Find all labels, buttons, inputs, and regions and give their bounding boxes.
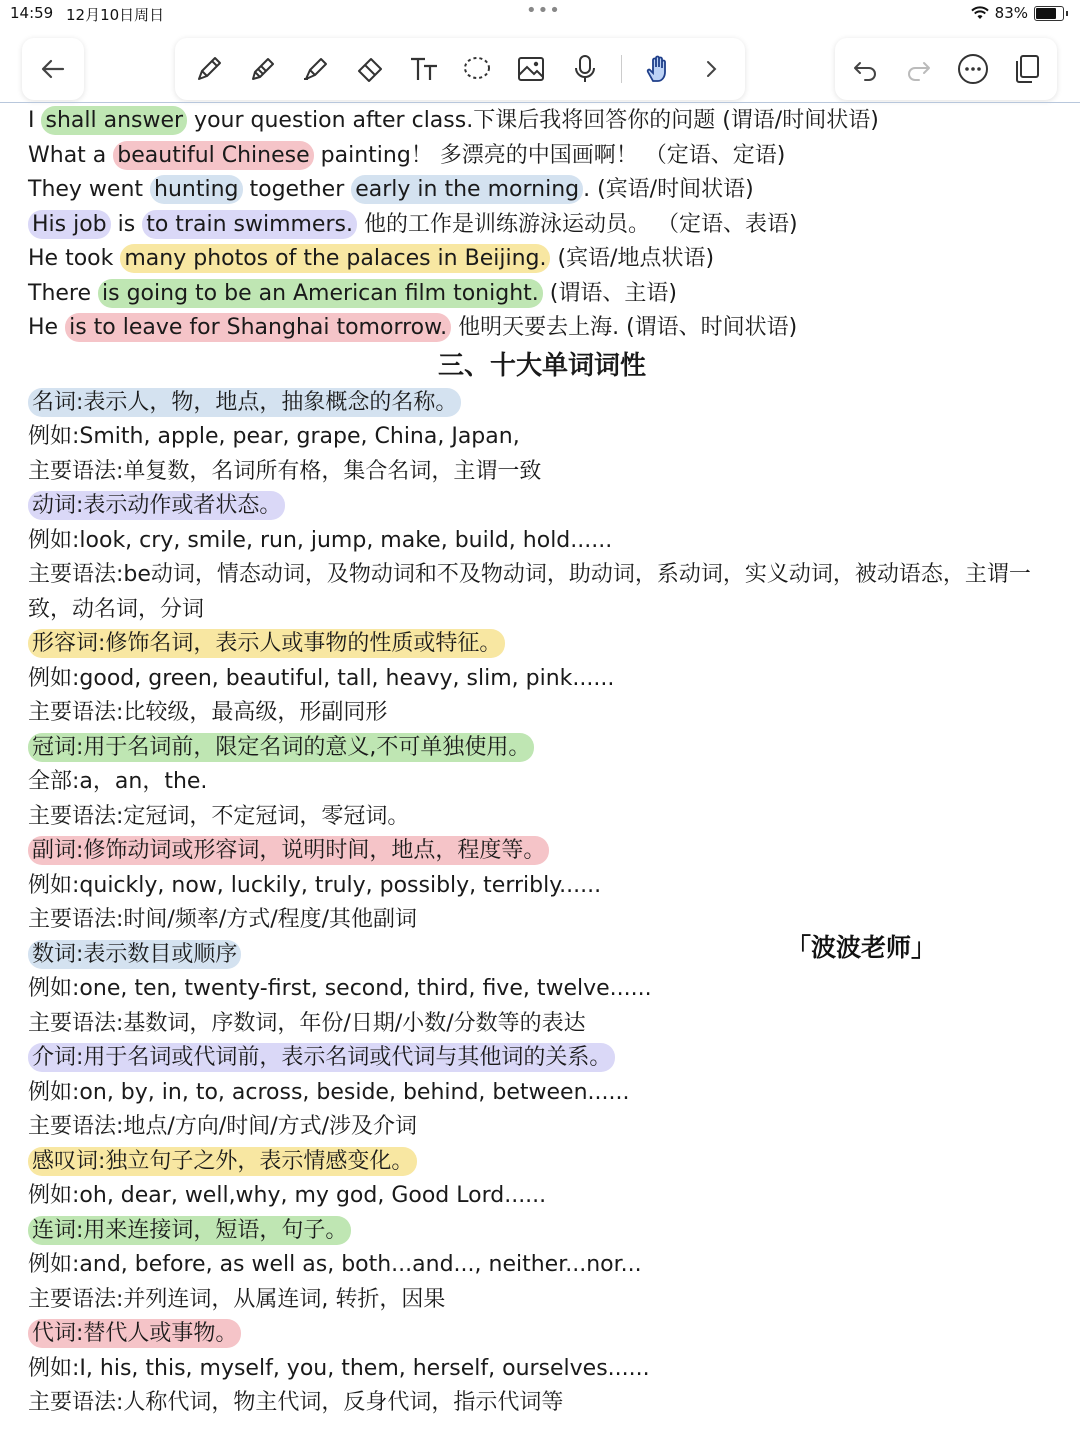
image-tool-button[interactable] [513, 51, 549, 87]
toolbar-divider-line [0, 102, 1080, 103]
section-title: 三、十大单词词性 [437, 350, 646, 381]
example-line: 例如:quickly, now, luckily, truly, possibly, terribly...... [28, 872, 602, 898]
sentence-line: There is going to be an American film tonight. (谓语、主语) [28, 280, 677, 306]
example-line: 例如:and, before, as well as, both...and..., neither...nor... [28, 1252, 642, 1277]
touch-tool-button[interactable] [639, 51, 675, 87]
more-options-button[interactable] [955, 51, 991, 87]
example-line: 例如:I, his, this, myself, you, them, herself, ourselves...... [28, 1355, 650, 1381]
pencil-icon [247, 53, 279, 85]
author-watermark: 「波波老师」 [786, 933, 937, 962]
grammar-line: 主要语法:比较级，最高级，形副同形 [28, 700, 388, 725]
lasso-tool-button[interactable] [459, 51, 495, 87]
undo-icon [851, 55, 879, 83]
note-page[interactable] [22, 104, 1062, 1421]
highlight-yellow: many photos of the palaces in Beijing. [120, 244, 550, 273]
eraser-icon [354, 53, 386, 85]
highlighter-tool-button[interactable] [298, 51, 334, 87]
redo-icon [905, 55, 933, 83]
highlight-pink: beautiful Chinese [113, 141, 313, 170]
sentence-line: What a beautiful Chinese painting！ 多漂亮的中国画啊！ （定语、定语) [28, 142, 786, 168]
part-heading: 感叹词:独立句子之外，表示情感变化。 [22, 1145, 1062, 1180]
example-line: 例如:good, green, beautiful, tall, heavy, slim, pink...... [28, 665, 615, 691]
document-actions [835, 38, 1057, 100]
pen-icon [193, 53, 225, 85]
highlight-purple: His job [28, 210, 111, 239]
status-indicators [971, 4, 1068, 22]
highlight-green: is going to be an American film tonight. [98, 279, 543, 308]
grammar-line: 主要语法:基数词，序数词，年份/日期/小数/分数等的表达 [28, 1010, 586, 1036]
pages-button[interactable] [1009, 51, 1045, 87]
microphone-tool-button[interactable] [567, 51, 603, 87]
status-date: 12月10日周日 [66, 6, 165, 24]
more-tools-button[interactable] [693, 51, 729, 87]
example-line: 全部:a，an，the. [28, 769, 208, 794]
part-heading: 形容词:修饰名词，表示人或事物的性质或特征。 [22, 627, 1062, 662]
hand-pointer-icon [641, 53, 673, 85]
redo-button[interactable] [901, 51, 937, 87]
pencil-tool-button[interactable] [245, 51, 281, 87]
highlight-blue: hunting [150, 175, 242, 204]
multitasking-dots[interactable]: ••• [526, 0, 561, 21]
drawing-toolbar [175, 38, 745, 100]
text-tool-button[interactable] [406, 51, 442, 87]
example-line: 例如:oh, dear, well,why, my god, Good Lord...... [28, 1183, 547, 1208]
grammar-line: 主要语法:单复数，名词所有格，集合名词，主谓一致 [28, 458, 542, 484]
back-button[interactable] [22, 38, 84, 100]
highlighter-icon [300, 53, 332, 85]
status-time: 14:59 [10, 4, 54, 22]
pen-tool-button[interactable] [191, 51, 227, 87]
text-icon [408, 53, 440, 85]
eraser-tool-button[interactable] [352, 51, 388, 87]
sentence-line: His job is to train swimmers. 他的工作是训练游泳运动员。 （定语、表语) [22, 208, 1062, 243]
grammar-line: 主要语法:时间/频率/方式/程度/其他副词 [28, 907, 418, 932]
example-line: 例如:one, ten, twenty-first, second, third, five, twelve...... [28, 976, 652, 1001]
battery-icon [1034, 6, 1064, 21]
part-heading: 介词:用于名词或代词前，表示名词或代词与其他词的关系。 [22, 1041, 1062, 1076]
grammar-line: 主要语法:定冠词，不定冠词，零冠词。 [28, 803, 410, 829]
example-line: 例如:look, cry, smile, run, jump, make, build, hold...... [28, 527, 613, 553]
undo-button[interactable] [847, 51, 883, 87]
chevron-right-icon [699, 57, 723, 81]
lasso-icon [461, 53, 493, 85]
part-heading: 冠词:用于名词前，限定名词的意义,不可单独使用。 [22, 731, 1062, 766]
wifi-icon [971, 6, 989, 20]
highlight-pink: is to leave for Shanghai tomorrow. [65, 313, 451, 342]
example-line: 例如:on, by, in, to, across, beside, behind, between...... [28, 1079, 630, 1105]
sentence-line: He took many photos of the palaces in Beijing. (宾语/地点状语) [28, 246, 715, 271]
part-heading: 代词:替代人或事物。 [22, 1317, 1062, 1352]
part-heading: 副词:修饰动词或形容词，说明时间，地点，程度等。 [22, 834, 1062, 869]
sentence-line: He is to leave for Shanghai tomorrow. 他明天要去上海. (谓语、时间状语) [28, 315, 798, 340]
grammar-line: 主要语法:并列连词，从属连词, 转折，因果 [28, 1286, 446, 1312]
grammar-line: 主要语法:地点/方向/时间/方式/涉及介词 [28, 1114, 418, 1139]
image-icon [515, 53, 547, 85]
example-line: 例如:Smith, apple, pear, grape, China, Japan, [28, 424, 520, 449]
grammar-line: 主要语法:be动词，情态动词，及物动词和不及物动词，助动词，系动词，实义动词，被动语态，主谓一致，动名词，分词 [28, 562, 1031, 622]
grammar-line: 主要语法:人称代词，物主代词，反身代词，指示代词等 [28, 1390, 564, 1415]
sentence-line: They went hunting together early in the morning . (宾语/时间状语) [28, 177, 754, 202]
toolbar-divider [621, 55, 622, 83]
part-heading: 名词:表示人，物，地点，抽象概念的名称。 [22, 386, 1062, 421]
part-heading: 动词:表示动作或者状态。 [22, 489, 1062, 524]
part-heading: 数词:表示数目或顺序 [22, 938, 1062, 973]
arrow-left-icon [39, 55, 67, 83]
more-icon [956, 52, 990, 86]
battery-percent: 83% [994, 4, 1028, 22]
highlight-purple: to train swimmers. [142, 210, 357, 239]
microphone-icon [569, 53, 601, 85]
sentence-line: I shall answer your question after class.下课后我将回答你的问题 (谓语/时间状语) [28, 108, 879, 133]
pages-icon [1011, 53, 1043, 85]
part-heading: 连词:用来连接词，短语，句子。 [22, 1214, 1062, 1249]
status-bar [0, 0, 1080, 28]
highlight-blue: early in the morning [351, 175, 583, 204]
highlight-green: shall answer [41, 106, 187, 135]
